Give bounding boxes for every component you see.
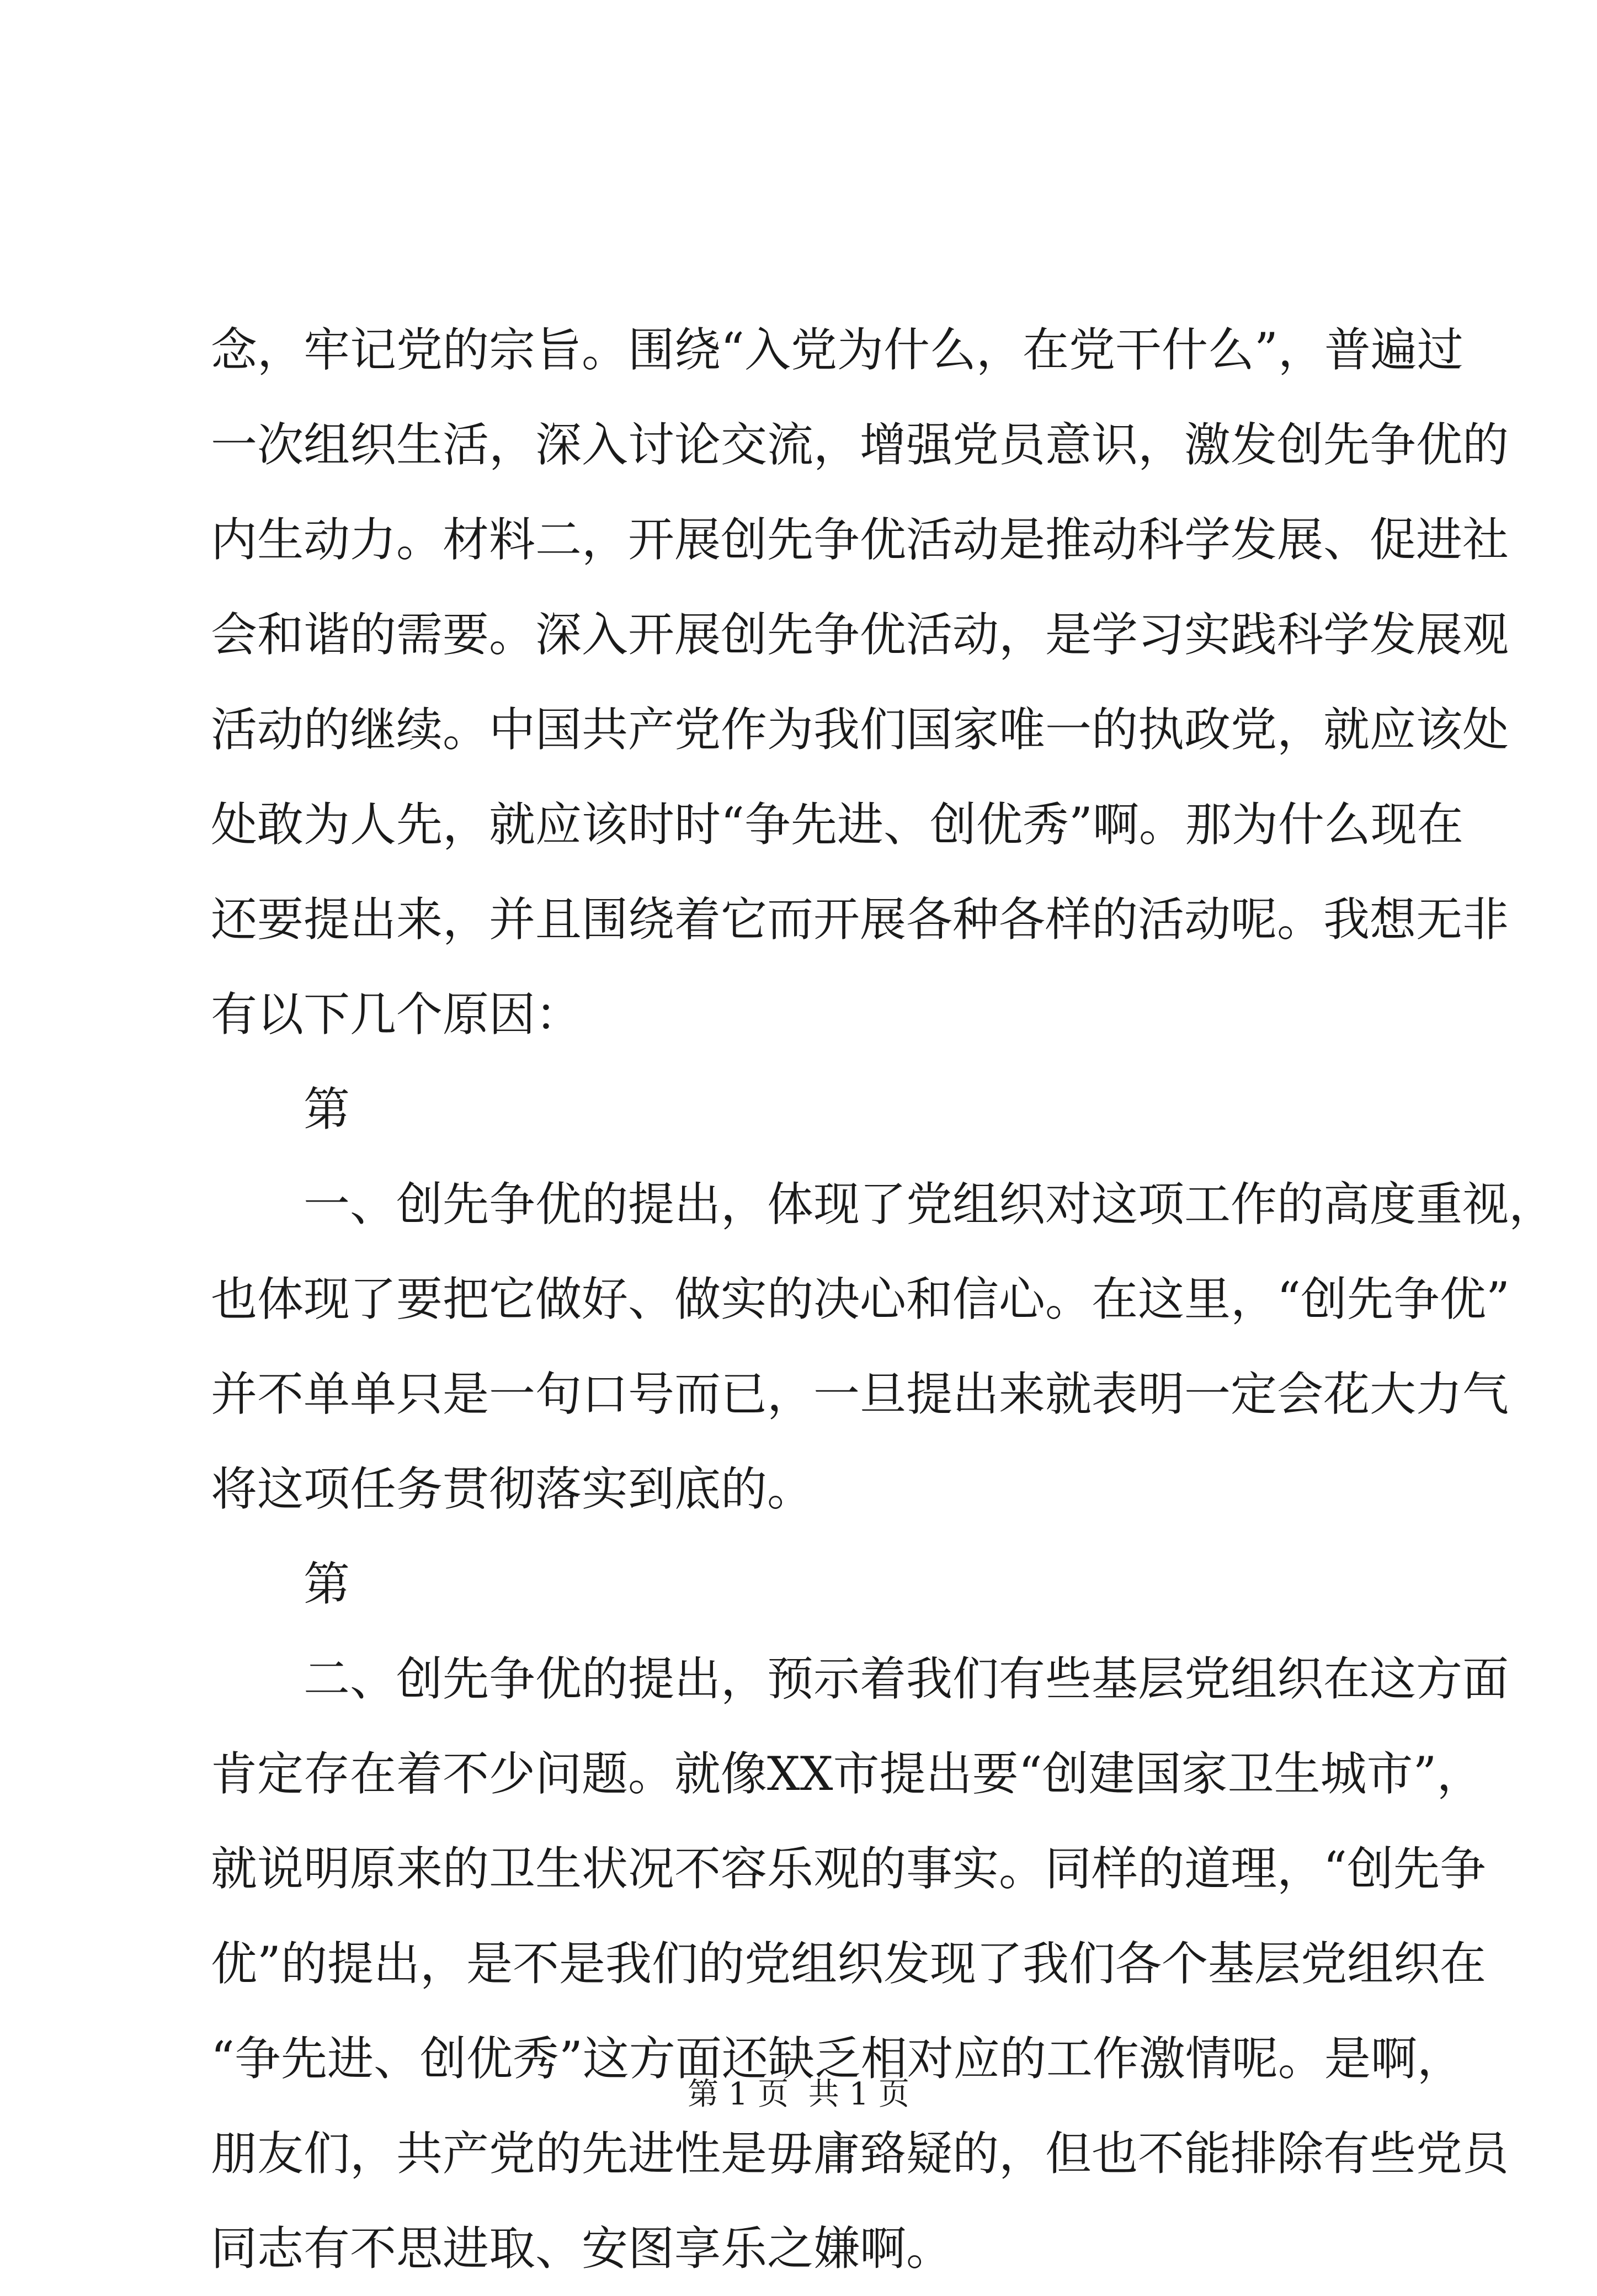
text-line: 念，牢记党的宗旨。围绕“入党为什么，在党干什么”，普遍过	[211, 323, 1463, 377]
text-line: 就说明原来的卫生状况不容乐观的事实。同样的道理，“创先争	[211, 1842, 1486, 1896]
text-line: 处敢为人先，就应该时时“争先进、创优秀”啊。那为什么现在	[211, 798, 1463, 852]
text-line: 活动的继续。中国共产党作为我们国家唯一的执政党，就应该处	[211, 703, 1509, 757]
text-line: 也体现了要把它做好、做实的决心和信心。在这里，“创先争优”	[211, 1272, 1510, 1326]
text-line: 会和谐的需要。深入开展创先争优活动，是学习实践科学发展观	[211, 608, 1509, 662]
section-marker: 第	[304, 1557, 350, 1611]
text-line: 二、创先争优的提出，预示着我们有些基层党组织在这方面	[304, 1652, 1509, 1706]
text-line: 一次组织生活，深入讨论交流，增强党员意识，激发创先争优的	[211, 418, 1509, 472]
document-body	[211, 302, 1556, 2296]
text-line: 内生动力。材料二，开展创先争优活动是推动科学发展、促进社	[211, 513, 1509, 567]
text-line: 同志有不思进取、安图享乐之嫌啊。	[211, 2221, 953, 2276]
text-line: 优”的提出，是不是我们的党组织发现了我们各个基层党组织在	[211, 1937, 1486, 1991]
section-marker: 第	[304, 1082, 350, 1136]
text-line: 并不单单只是一句口号而已，一旦提出来就表明一定会花大力气	[211, 1367, 1509, 1421]
text-line: 朋友们，共产党的先进性是毋庸臵疑的，但也不能排除有些党员	[211, 2127, 1509, 2181]
text-line: 将这项任务贯彻落实到底的。	[211, 1462, 814, 1516]
text-line: 有以下几个原因：	[211, 987, 582, 1041]
text-line: “争先进、创优秀”这方面还缺乏相对应的工作激情呢。是啊，	[211, 2032, 1463, 2086]
text-line: 一、创先争优的提出，体现了党组织对这项工作的高度重视，	[304, 1177, 1556, 1231]
text-line: 肯定存在着不少问题。就像XX市提出要“创建国家卫生城市”，	[211, 1747, 1483, 1801]
page-footer: 第 1 页 共 1 页	[687, 2076, 910, 2112]
text-line: 还要提出来，并且围绕着它而开展各种各样的活动呢。我想无非	[211, 892, 1509, 947]
